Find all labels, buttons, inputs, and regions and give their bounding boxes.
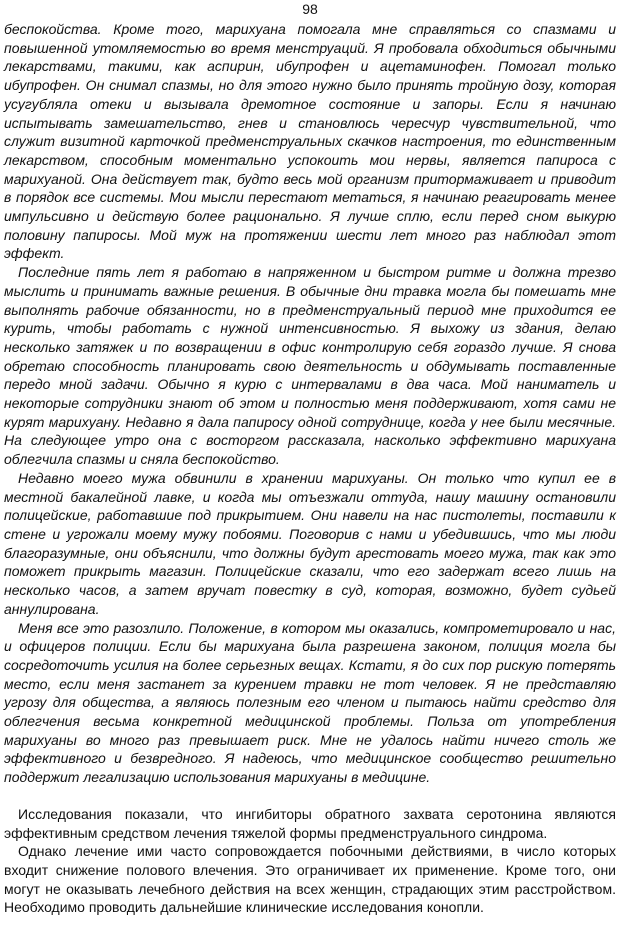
quote-paragraph-4: Меня все это разозлило. Положение, в котором мы оказались, компрометировало и нас, и офицеров полиции. Если бы марихуана была разрешена законом, полиция могла бы сосредоточить усилия на более серьезных вещах. Кстати, я до сих пор рискую потерять место, если меня застанет за курением травки не тот человек. Я не представляю угрозу для общества, а являюсь полезным его членом и пытаюсь найти средство для облегчения весьма конкретной медицинской проблемы. Польза от употребления марихуаны во много раз превышает риск. Мне не удалось найти ничего столь же эффективного и безвредного. Я надеюсь, что медицинское сообщество решительно поддержит легализацию использования марихуаны в медицине.	[4, 619, 616, 786]
body-text	[4, 20, 616, 917]
body-paragraph-1: Исследования показали, что ингибиторы обратного захвата серотонина являются эффективным средством лечения тяжелой формы предменструального синдрома.	[4, 805, 616, 841]
quote-paragraph-3: Недавно моего мужа обвинили в хранении марихуаны. Он только что купил ее в местной бакалейной лавке, и когда мы отъезжали оттуда, нашу машину остановили полицейские, работавшие под прикрытием. Они навели на нас пистолеты, поставили к стене и угрожали моему мужу побоями. Поговорив с нами и убедившись, что мы люди благоразумные, они объяснили, что должны будут арестовать моего мужа, так как это поможет прикрыть магазин. Полицейские сказали, что его задержат всего лишь на несколько часов, а затем вручат повестку в суд, которая, возможно, будет судьей аннулирована.	[4, 469, 616, 617]
paragraph-spacer	[4, 787, 616, 805]
quote-paragraph-2: Последние пять лет я работаю в напряженном и быстром ритме и должна трезво мыслить и принимать важные решения. В обычные дни травка могла бы помешать мне выполнять рабочие обязанности, но в предменструальный период мне приходится ее курить, чтобы работать с нужной интенсивностью. Я выхожу из здания, делаю несколько затяжек и по возвращении в офис контролирую себя гораздо лучше. Я снова обретаю способность планировать свою деятельность и обдумывать поставленные передо мной задачи. Обычно я курю с интервалами в два часа. Мой наниматель и некоторые сотрудники знают об этом и полностью меня поддерживают, хотя сами не курят марихуану. Недавно я дала папиросу одной сотруднице, когда у нее были месячные. На следующее утро она с восторгом рассказала, насколько эффективно марихуана облегчила спазмы и сняла беспокойство.	[4, 264, 616, 468]
body-paragraph-2: Однако лечение ими часто сопровождается побочными действиями, в число которых входит снижение полового влечения. Это ограничивает их применение. Кроме того, они могут не оказывать лечебного действия на всех женщин, страдающих этим расстройством. Необходимо проводить дальнейшие клинические исследования конопли.	[4, 843, 616, 916]
page-number: 98	[302, 1, 318, 17]
quote-paragraph-1: беспокойства. Кроме того, марихуана помогала мне справляться со спазмами и повышенной утомляемостью во время менструаций. Я пробовала обходиться обычными лекарствами, такими, как аспирин, ибупрофен и ацетаминофен. Помогал только ибупрофен. Он снимал спазмы, но для этого нужно было принять тройную дозу, которая усугубляла отеки и вызывала дремотное состояние и запоры. Если я начинаю испытывать замешательство, гнев и становлюсь чересчур чувствительной, что служит визитной карточкой предменструальных скачков настроения, то единственным лекарством, способным моментально успокоить мои нервы, является папироса с марихуаной. Она действует так, будто весь мой организм притормаживает и приводит в порядок все системы. Мои мысли перестают метаться, я начинаю реагировать менее импульсивно и действую более рационально. Я лучше сплю, если перед сном выкурю половину папиросы. Мой муж на протяжении шести лет много раз наблюдал этот эффект.	[4, 21, 616, 262]
